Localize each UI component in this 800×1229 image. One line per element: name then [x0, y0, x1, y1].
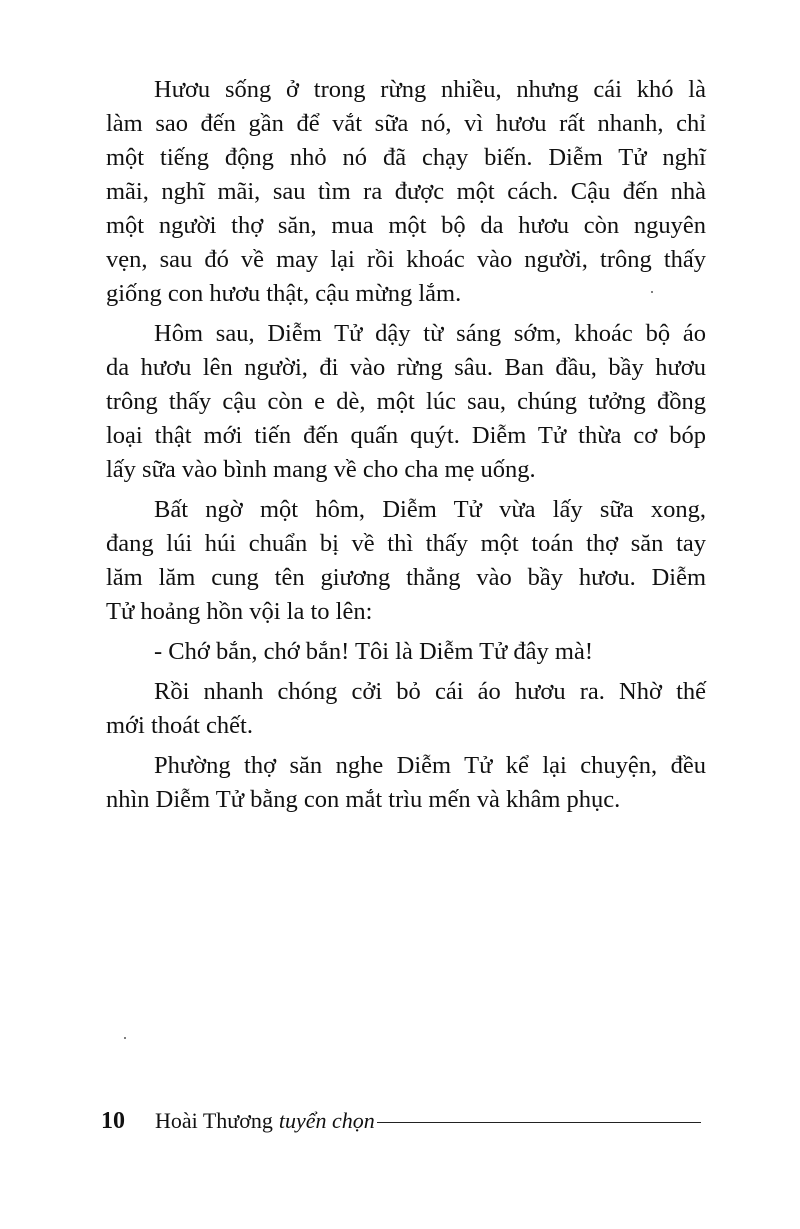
- text-line: Hươu sống ở trong rừng nhiều, nhưng cái khó là: [154, 76, 706, 103]
- text-line: một tiếng động nhỏ nó đã chạy biến. Diễm Tử nghĩ: [106, 144, 706, 171]
- text-line: làm sao đến gần để vắt sữa nó, vì hươu rất nhanh, chỉ: [106, 110, 706, 137]
- text-line: nhìn Diễm Tử bằng con mắt trìu mến và khâm phục.: [106, 786, 621, 813]
- text-line: mới thoát chết.: [106, 712, 253, 739]
- paragraph-2: [106, 317, 706, 487]
- text-line: loại thật mới tiến đến quấn quýt. Diễm Tử thừa cơ bóp: [106, 422, 706, 449]
- text-line: đang lúi húi chuẩn bị về thì thấy một toán thợ săn tay: [106, 530, 706, 557]
- text-line: Hôm sau, Diễm Tử dậy từ sáng sớm, khoác bộ áo: [154, 320, 706, 347]
- text-line: trông thấy cậu còn e dè, một lúc sau, chúng tưởng đồng: [106, 388, 706, 415]
- print-speck: [651, 291, 653, 293]
- page-number: 10: [101, 1108, 125, 1134]
- paragraph-4-dialogue: [106, 635, 706, 669]
- text-line: lăm lăm cung tên giương thẳng vào bầy hươu. Diễm: [106, 564, 706, 591]
- text-line: một người thợ săn, mua một bộ da hươu còn nguyên: [106, 212, 706, 239]
- footer-author: Hoài Thương: [155, 1108, 273, 1133]
- text-line: da hươu lên người, đi vào rừng sâu. Ban đầu, bầy hươu: [106, 354, 706, 381]
- paragraph-6: [106, 749, 706, 817]
- page-footer: [101, 1108, 701, 1138]
- text-line: mãi, nghĩ mãi, sau tìm ra được một cách. Cậu đến nhà: [106, 178, 706, 205]
- text-line: Phường thợ săn nghe Diễm Tử kể lại chuyện, đều: [154, 752, 706, 779]
- paragraph-3: [106, 493, 706, 629]
- text-line: giống con hươu thật, cậu mừng lắm.: [106, 280, 462, 307]
- text-line: Rồi nhanh chóng cởi bỏ cái áo hươu ra. Nhờ thế: [154, 678, 706, 705]
- text-line: Bất ngờ một hôm, Diễm Tử vừa lấy sữa xong,: [154, 496, 706, 523]
- paragraph-5: [106, 675, 706, 743]
- footer-subtitle: tuyển chọn: [278, 1108, 375, 1133]
- story-text: [106, 73, 706, 823]
- print-speck: [124, 1037, 126, 1039]
- text-line: lấy sữa vào bình mang về cho cha mẹ uống.: [106, 456, 536, 483]
- text-line: - Chớ bắn, chớ bắn! Tôi là Diễm Tử đây mà!: [154, 638, 594, 665]
- text-line: vẹn, sau đó về may lại rồi khoác vào người, trông thấy: [106, 246, 706, 273]
- text-line: Tử hoảng hồn vội la to lên:: [106, 598, 373, 625]
- footer-rule: [377, 1122, 701, 1123]
- paragraph-1: [106, 73, 706, 311]
